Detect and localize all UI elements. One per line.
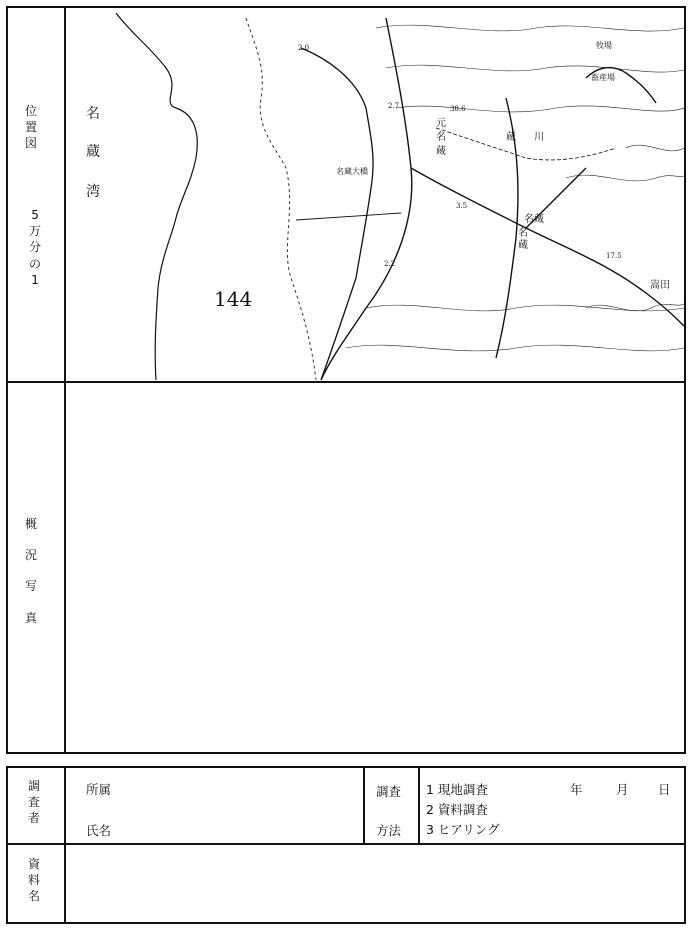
method-option-3: 3 ヒアリング [426, 822, 500, 837]
scale-label: 5 万 分 の 1 [29, 208, 42, 287]
place-ranch-2: 畜産場 [591, 73, 615, 82]
method-label-2: 方法 [376, 823, 402, 838]
bay-name-char-3: 湾 [86, 184, 100, 200]
site-number: 144 [214, 287, 253, 311]
roads [321, 18, 684, 380]
method-label-1: 調査 [376, 784, 402, 799]
place-bridge: 名蔵大橋 [336, 167, 368, 176]
surveyor-label: 調 査 者 [28, 779, 41, 826]
place-motonagura-2: 名 [436, 132, 446, 143]
elev-2: 2.7 [388, 102, 400, 110]
name-label: 氏名 [86, 823, 112, 838]
place-river-2: 川 [534, 132, 544, 143]
date-month: 月 [616, 782, 629, 797]
admin-boundary [246, 18, 316, 380]
date-year: 年 [570, 782, 583, 797]
place-nagura-3: 蔵 [518, 240, 528, 251]
place-motonagura-1: 元 [436, 118, 446, 129]
method-option-2: 2 資料調査 [426, 802, 488, 817]
bridge-line [296, 213, 401, 220]
river [436, 128, 616, 160]
elev-3: 3.5 [456, 202, 468, 210]
place-naguta: 嵩田 [650, 280, 670, 291]
place-motonagura-3: 蔵 [436, 146, 446, 157]
method-col-left [363, 766, 365, 844]
location-map-label: 位 置 図 [25, 104, 38, 151]
photo-area [66, 383, 684, 752]
location-map [66, 8, 684, 380]
date-day: 日 [658, 782, 671, 797]
place-nagura-2: 名 [518, 228, 528, 239]
bay-coastline-west [116, 13, 197, 380]
survey-row-divider [6, 843, 686, 845]
affiliation-label: 所属 [86, 782, 112, 797]
bay-name-char-2: 蔵 [86, 144, 100, 160]
elev-4: 38.6 [450, 105, 466, 113]
place-nagura: 名蔵 [524, 214, 544, 225]
method-option-1: 1 現地調査 [426, 782, 488, 797]
method-col-right [418, 766, 420, 844]
place-ranch-1: 牧場 [596, 41, 612, 50]
bay-name-char-1: 名 [86, 106, 100, 122]
photo-label: 概 況 写 真 [25, 517, 38, 625]
survey-label-divider [64, 766, 66, 924]
elev-6: 17.5 [606, 252, 622, 260]
elev-5: 2.2 [384, 260, 396, 268]
elev-1: 2.0 [298, 44, 310, 52]
place-river-1: 蔵 [506, 132, 516, 143]
bay-coastline-east [301, 48, 373, 380]
material-label: 資 料 名 [28, 857, 41, 904]
